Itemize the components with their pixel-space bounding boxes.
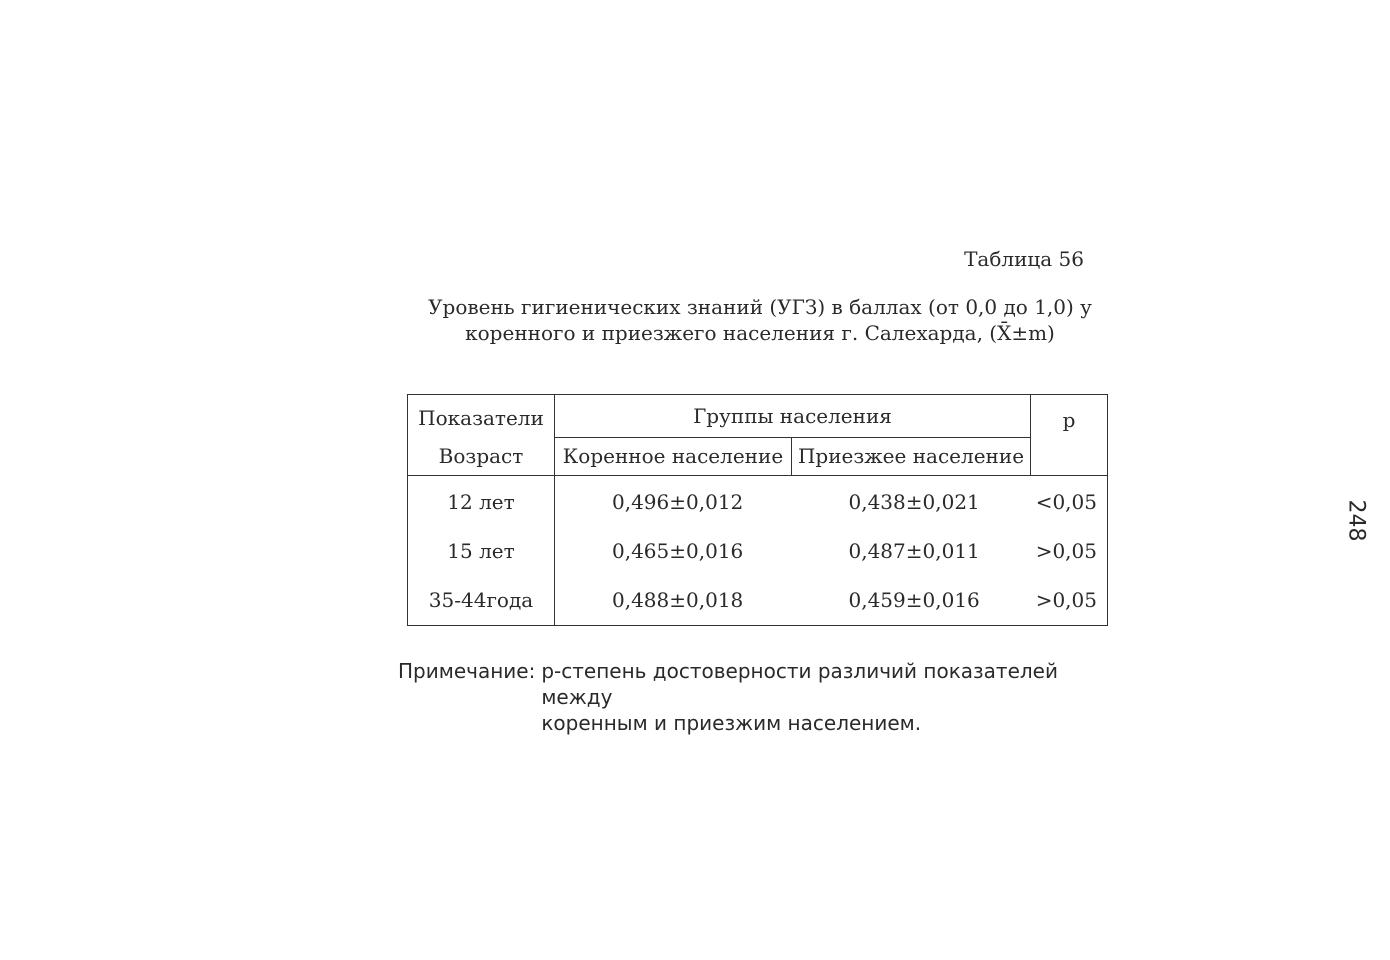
note-label: Примечание:	[398, 659, 536, 683]
cell-age: 35-44года	[408, 576, 555, 626]
header-native-population: Коренное население	[555, 437, 792, 475]
header-p: p	[1031, 395, 1108, 476]
cell-native: 0,465±0,016	[612, 539, 744, 563]
table-note	[398, 658, 1121, 736]
page-number: 248	[1343, 499, 1369, 542]
cell-native: 0,488±0,018	[612, 588, 744, 612]
cell-age: 12 лет	[408, 475, 555, 527]
caption-line-2: коренного и приезжего населения г. Салехарда, (X̄±m)	[465, 321, 1055, 345]
cell-newcomer: 0,438±0,021	[848, 490, 980, 514]
header-age: Возраст	[408, 437, 555, 475]
header-row-1	[408, 395, 1108, 438]
cell-newcomer: 0,487±0,011	[848, 539, 980, 563]
cell-p: >0,05	[1035, 539, 1097, 563]
caption-line-1: Уровень гигиенических знаний (УГЗ) в баллах (от 0,0 до 1,0) у	[428, 295, 1092, 319]
cell-newcomer: 0,459±0,016	[848, 588, 980, 612]
header-population-groups: Группы населения	[555, 395, 1031, 438]
cell-age: 15 лет	[408, 527, 555, 576]
cell-p: <0,05	[1035, 490, 1097, 514]
table-number: Таблица 56	[964, 247, 1084, 271]
header-row-2	[408, 437, 1108, 475]
cell-native: 0,496±0,012	[612, 490, 744, 514]
table-row	[408, 576, 1108, 626]
table-caption	[360, 294, 1160, 346]
table-row	[408, 475, 1108, 527]
note-text	[541, 658, 1121, 736]
cell-p: >0,05	[1035, 588, 1097, 612]
data-table	[407, 394, 1108, 626]
table-row	[408, 527, 1108, 576]
note-line-1: p-степень достоверности различий показателей между	[541, 659, 1058, 709]
header-indicators: Показатели	[408, 395, 555, 438]
header-newcomer-population: Приезжее население	[792, 437, 1031, 475]
note-line-2: коренным и приезжим населением.	[541, 711, 922, 735]
